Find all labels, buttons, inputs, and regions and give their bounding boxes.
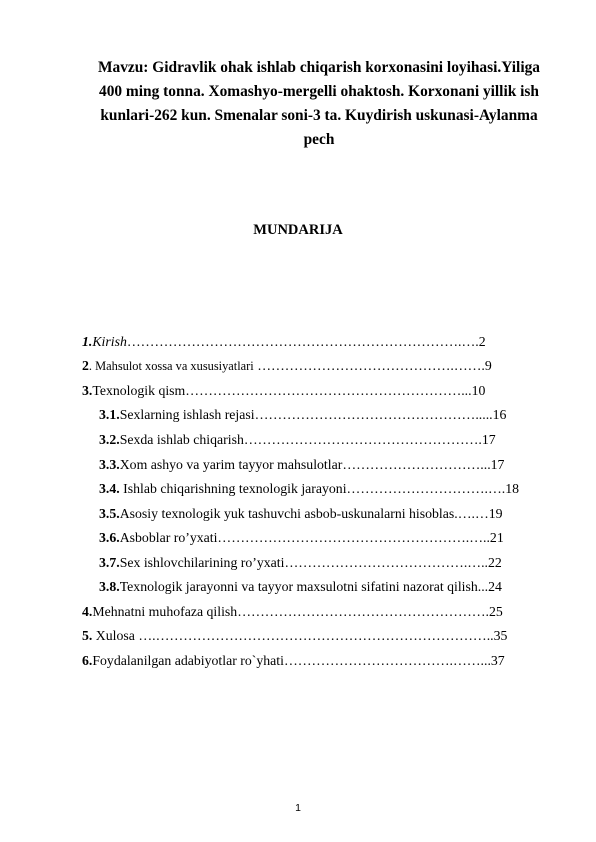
toc-entry-page: 17 [490,457,505,472]
toc-entry-page: 9 [484,358,492,373]
toc-entry-page: 19 [488,506,503,521]
title-line: Mavzu: Gidravlik ohak ishlab chiqarish korxonasini loyihasi.Yiliga [97,59,540,76]
toc-entry-number: 3.8. [99,579,120,594]
toc-entry-dots: …………………………………….……. [253,358,485,373]
toc-entry-number: 3.5. [99,506,120,521]
toc-entry-number: 3.6. [99,530,120,545]
toc-entry[interactable] [99,480,519,498]
toc-entry-title: Xom ashyo va yarim tayyor mahsulotlar [119,457,343,472]
toc-entry-dots: …………………………………………..... [254,407,493,422]
toc-entry-title: Sexlarning ishlash rejasi [119,407,255,422]
title-line: kunlari-262 kun. Smenalar soni-3 ta. Kuydirish uskunasi-Aylanma [100,107,538,124]
toc-entry-title: Foydalanilgan adabiyotlar ro`yhati [92,653,284,668]
toc-entry-page: 21 [489,530,504,545]
toc-entry-dots: ……………………………………………….….. [217,530,490,545]
toc-entry-number: 3.3. [99,457,120,472]
toc-entry-number: 3. [82,383,93,398]
title-line: pech [303,131,335,148]
toc-entry-page: 10 [471,383,486,398]
toc-entry-page: 35 [493,628,508,643]
toc-entry[interactable] [82,382,485,400]
toc-entry-dots: ... [477,579,489,594]
toc-entry-number: 3.7. [99,555,120,570]
toc-entry-page: 37 [490,653,505,668]
toc-entry-number: 1. [82,334,93,349]
toc-entry[interactable] [82,627,507,645]
toc-entry-page: 16 [492,407,507,422]
toc-entry-number: 3.4. [99,481,120,496]
toc-entry-title: Texnologik qism [92,383,186,398]
toc-entry-title: Sex ishlovchilarining ro’yxati [119,555,285,570]
toc-entry-number: 6. [82,653,93,668]
toc-heading: MUNDARIJA [253,222,343,238]
toc-entry-dots: …………………………... [342,457,491,472]
toc-entry-title: Mehnatni muhofaza qilish [92,604,238,619]
toc-entry-number: 4. [82,604,93,619]
toc-entry-dots: ………………………………………………. [237,604,489,619]
page-number: 1 [295,802,301,814]
toc-entry-title: Texnologik jarayonni va tayyor maxsulotni sifatini nazorat qilish [119,579,478,594]
toc-entry-dots: ….……………………………………………………………….. [138,628,494,643]
toc-entry-dots: ……………………………………………. [243,432,482,447]
toc-entry-title: Xulosa [92,628,139,643]
document-title [84,56,554,152]
toc-entry-number: 3.1. [99,407,120,422]
toc-entry-page: 22 [488,555,502,570]
toc-entry[interactable] [99,578,502,596]
toc-entry-number: 2 [82,358,89,373]
toc-entry-dots: .….… [454,506,489,521]
toc-entry-page: 25 [489,604,503,619]
toc-entry[interactable] [99,406,506,424]
toc-entry-number: 5. [82,628,93,643]
toc-entry[interactable] [99,529,504,547]
toc-entry-title: Ishlab chiqarishning texnologik jarayoni [119,481,347,496]
toc-entry-dots: ………………………………….….. [284,555,488,570]
toc-entry-dots: ……………………………………………………... [185,383,472,398]
toc-entry[interactable] [82,652,505,670]
toc-entry[interactable] [99,456,504,474]
toc-entry-page: 2 [478,334,486,349]
toc-entry[interactable] [99,554,502,572]
title-line: 400 ming tonna. Xomashyo-mergelli ohaktosh. Korxonani yillik ish [99,83,539,100]
toc-entry[interactable] [99,431,496,449]
toc-entry-dots: ……………………………………………………………….…. [126,334,479,349]
toc-entry-dots: ……………………………….……... [283,653,491,668]
toc-entry-title: Asboblar ro’yxati [119,530,218,545]
toc-entry-title: Sexda ishlab chiqarish [119,432,244,447]
toc-entry-page: 17 [481,432,496,447]
toc-entry[interactable] [82,357,492,375]
toc-entry-page: 18 [505,481,520,496]
toc-entry-title: Kirish [92,334,127,349]
toc-entry[interactable] [82,603,503,621]
toc-entry-number: 3.2. [99,432,120,447]
toc-entry[interactable] [99,505,503,523]
toc-entry-dots: ………………………….…. [346,481,506,496]
toc-entry[interactable] [82,333,486,351]
toc-entry-title: . Mahsulot xossa va xususiyatlari [88,359,254,373]
toc-entry-page: 24 [488,579,502,594]
toc-entry-title: Asosiy texnologik yuk tashuvchi asbob-uskunalarni hisoblas [119,506,455,521]
